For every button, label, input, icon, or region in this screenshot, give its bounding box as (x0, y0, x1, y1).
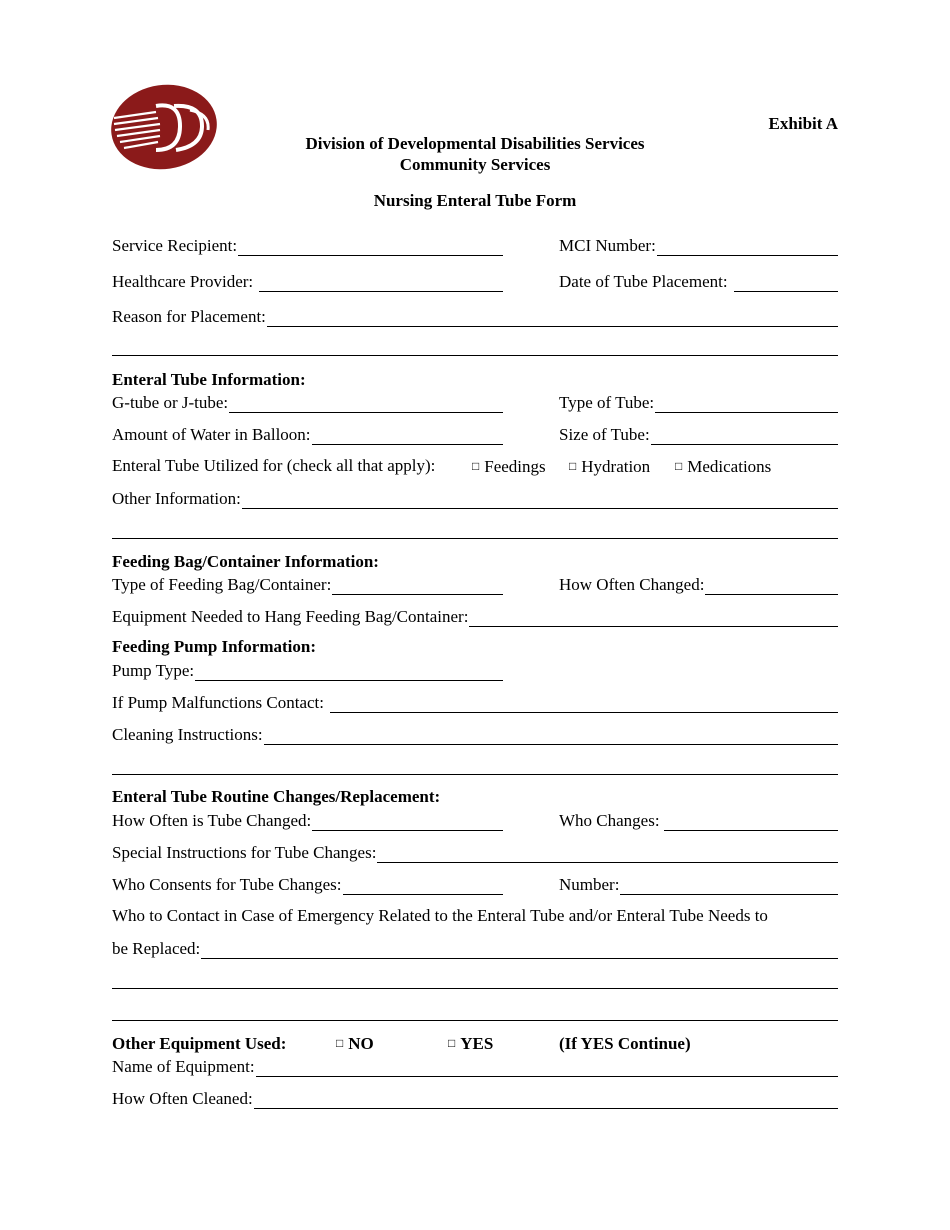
row-who-consents (112, 873, 838, 895)
equipment-needed-label: Equipment Needed to Hang Feeding Bag/Container: (112, 607, 469, 626)
pump-malfunction-field[interactable] (112, 691, 838, 713)
pump-type-field[interactable] (112, 659, 503, 681)
cleaning-instructions-label: Cleaning Instructions: (112, 725, 263, 744)
size-of-tube-field[interactable] (559, 423, 838, 445)
equipment-yes-checkbox[interactable] (448, 1034, 493, 1054)
pump-type-line[interactable] (195, 662, 503, 681)
other-information-label: Other Information: (112, 489, 241, 508)
row-water-balloon (112, 423, 838, 445)
emergency-contact-line[interactable] (201, 940, 838, 959)
other-equipment-heading: Other Equipment Used: (112, 1034, 287, 1053)
how-often-cleaned-label: How Often Cleaned: (112, 1089, 253, 1108)
checkbox-icon: □ (448, 1036, 456, 1050)
how-often-cleaned-line[interactable] (254, 1090, 838, 1109)
row-g-or-j (112, 391, 838, 413)
exhibit-label: Exhibit A (768, 114, 838, 133)
equipment-yes-label: YES (460, 1034, 494, 1053)
row-service-recipient (112, 234, 838, 256)
row-equipment-needed (112, 605, 838, 627)
row-pump-malfunction (112, 691, 838, 713)
emergency-contact-field[interactable] (112, 937, 838, 959)
pump-type-label: Pump Type: (112, 661, 195, 680)
consent-number-line[interactable] (620, 876, 838, 895)
checkbox-icon: □ (472, 459, 480, 473)
special-instructions-label: Special Instructions for Tube Changes: (112, 843, 377, 862)
water-balloon-line[interactable] (312, 426, 503, 445)
consent-number-label: Number: (559, 875, 620, 894)
reason-placement-extra-line[interactable] (112, 355, 838, 356)
special-instructions-line[interactable] (377, 844, 838, 863)
how-often-tube-line[interactable] (312, 812, 503, 831)
row-healthcare-provider (112, 270, 838, 292)
checkbox-icon: □ (569, 459, 577, 473)
emergency-extra-line-1[interactable] (112, 988, 838, 989)
service-recipient-label: Service Recipient: (112, 236, 238, 255)
how-often-tube-label: How Often is Tube Changed: (112, 811, 312, 830)
pump-heading: Feeding Pump Information: (112, 637, 316, 656)
other-information-line[interactable] (242, 490, 838, 509)
mci-number-line[interactable] (657, 237, 838, 256)
cleaning-instructions-line[interactable] (264, 726, 838, 745)
row-other-information (112, 487, 838, 509)
row-reason-placement (112, 305, 838, 327)
who-consents-field[interactable] (112, 873, 503, 895)
who-changes-label: Who Changes: (559, 811, 660, 830)
who-changes-line[interactable] (664, 812, 838, 831)
feedings-checkbox[interactable] (472, 455, 546, 478)
water-balloon-label: Amount of Water in Balloon: (112, 425, 311, 444)
how-often-changed-label: How Often Changed: (559, 575, 705, 594)
row-pump-type (112, 659, 838, 681)
special-instructions-field[interactable] (112, 841, 838, 863)
mci-number-label: MCI Number: (559, 236, 656, 255)
who-consents-line[interactable] (343, 876, 504, 895)
placement-date-label: Date of Tube Placement: (559, 272, 728, 291)
feeding-bag-heading: Feeding Bag/Container Information: (112, 552, 379, 571)
cleaning-instructions-extra-line[interactable] (112, 774, 838, 775)
emergency-contact-label-2: be Replaced: (112, 939, 201, 958)
consent-number-field[interactable] (559, 873, 838, 895)
feedings-label: Feedings (484, 457, 546, 476)
routine-heading: Enteral Tube Routine Changes/Replacement: (112, 787, 441, 806)
how-often-tube-field[interactable] (112, 809, 503, 831)
equipment-name-field[interactable] (112, 1055, 838, 1077)
equipment-name-label: Name of Equipment: (112, 1057, 255, 1076)
water-balloon-field[interactable] (112, 423, 503, 445)
hydration-label: Hydration (581, 457, 651, 476)
reason-placement-line[interactable] (267, 308, 838, 327)
row-equipment-name (112, 1055, 838, 1077)
type-of-tube-field[interactable] (559, 391, 838, 413)
who-changes-field[interactable] (559, 809, 838, 831)
row-feeding-bag-type (112, 573, 838, 595)
emergency-contact-label: Who to Contact in Case of Emergency Related to the Enteral Tube and/or Enteral Tube Needs to (112, 906, 768, 925)
how-often-cleaned-field[interactable] (112, 1087, 838, 1109)
equipment-needed-line[interactable] (469, 608, 838, 627)
type-of-tube-label: Type of Tube: (559, 393, 655, 412)
equipment-no-checkbox[interactable] (336, 1034, 374, 1054)
row-special-instructions (112, 841, 838, 863)
row-emergency-contact (112, 937, 838, 959)
tube-info-heading: Enteral Tube Information: (112, 370, 306, 389)
other-information-field[interactable] (112, 487, 838, 509)
who-consents-label: Who Consents for Tube Changes: (112, 875, 342, 894)
medications-checkbox[interactable] (675, 455, 771, 478)
equipment-name-line[interactable] (256, 1058, 838, 1077)
pump-malfunction-line[interactable] (330, 694, 838, 713)
feeding-bag-type-label: Type of Feeding Bag/Container: (112, 575, 332, 594)
size-of-tube-label: Size of Tube: (559, 425, 650, 444)
g-or-j-field[interactable] (112, 391, 503, 413)
row-cleaning-instructions (112, 723, 838, 745)
how-often-changed-line[interactable] (705, 576, 838, 595)
checkbox-icon: □ (336, 1036, 344, 1050)
g-or-j-label: G-tube or J-tube: (112, 393, 229, 412)
type-of-tube-line[interactable] (655, 394, 838, 413)
feeding-bag-type-field[interactable] (112, 573, 503, 595)
utilized-for-label: Enteral Tube Utilized for (check all that apply): (112, 456, 436, 475)
service-recipient-field[interactable] (112, 234, 503, 256)
equipment-no-label: NO (348, 1034, 374, 1053)
how-often-changed-field[interactable] (559, 573, 838, 595)
row-how-often-tube (112, 809, 838, 831)
equipment-needed-field[interactable] (112, 605, 838, 627)
placement-date-field[interactable] (559, 270, 838, 292)
if-yes-note: (If YES Continue) (559, 1034, 691, 1053)
placement-date-line[interactable] (734, 273, 838, 292)
cleaning-instructions-field[interactable] (112, 723, 838, 745)
healthcare-provider-line[interactable] (259, 273, 503, 292)
healthcare-provider-field[interactable] (112, 270, 503, 292)
checkbox-icon: □ (675, 459, 683, 473)
g-or-j-line[interactable] (229, 394, 503, 413)
row-how-often-cleaned (112, 1087, 838, 1109)
medications-label: Medications (687, 457, 772, 476)
healthcare-provider-label: Healthcare Provider: (112, 272, 254, 291)
form-title: Nursing Enteral Tube Form (373, 191, 577, 210)
other-information-extra-line[interactable] (112, 538, 838, 539)
pump-malfunction-label: If Pump Malfunctions Contact: (112, 693, 325, 712)
service-recipient-line[interactable] (238, 237, 503, 256)
feeding-bag-type-line[interactable] (332, 576, 503, 595)
org-name: Division of Developmental Disabilities Services (305, 134, 645, 153)
org-subtitle: Community Services (399, 155, 551, 174)
emergency-extra-line-2[interactable] (112, 1020, 838, 1021)
hydration-checkbox[interactable] (569, 455, 650, 478)
reason-placement-label: Reason for Placement: (112, 307, 266, 326)
size-of-tube-line[interactable] (651, 426, 838, 445)
reason-placement-field[interactable] (112, 305, 838, 327)
mci-number-field[interactable] (559, 234, 838, 256)
